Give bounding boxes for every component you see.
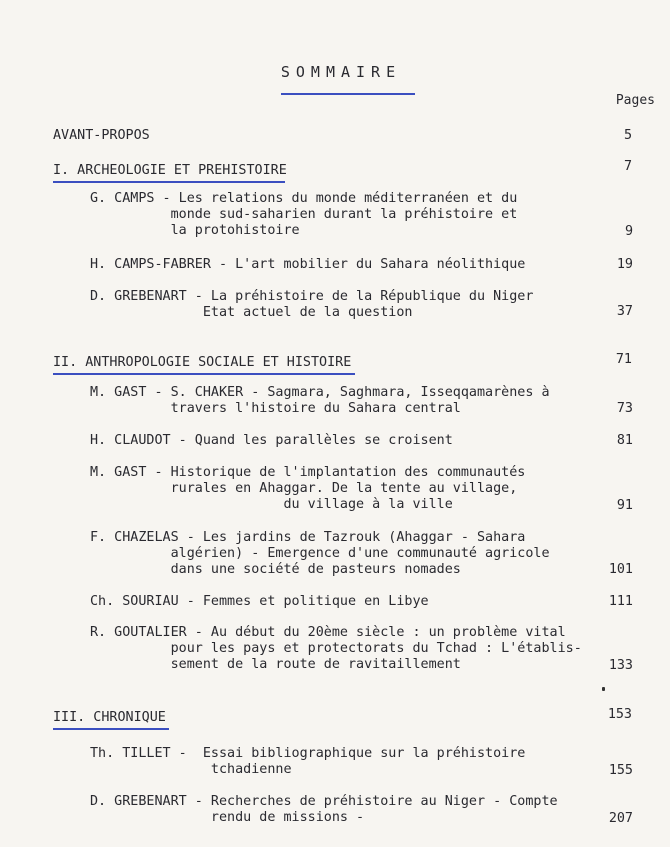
toc-entry-line: G. CAMPS - Les relations du monde méditerranéen et du: [90, 191, 518, 206]
toc-entry-line: D. GREBENART - La préhistoire de la République du Niger: [90, 289, 534, 304]
section-page-number: 5: [623, 128, 632, 143]
section-underline: [53, 181, 285, 183]
section-heading: I. ARCHEOLOGIE ET PREHISTOIRE: [53, 163, 287, 178]
toc-entry-line: monde sud-saharien durant la préhistoire et: [90, 207, 518, 222]
toc-entry-line: pour les pays et protectorats du Tchad : L'établis-: [90, 641, 582, 656]
toc-entry-line: la protohistoire: [90, 223, 300, 238]
toc-entry-line: H. CLAUDOT - Quand les parallèles se croisent: [90, 433, 453, 448]
toc-entry-line: D. GREBENART - Recherches de préhistoire au Niger - Compte: [90, 794, 558, 809]
entry-page-number: 155: [608, 763, 633, 778]
entry-page-number: 73: [616, 401, 633, 416]
toc-entry-line: M. GAST - Historique de l'implantation des communautés: [90, 465, 526, 480]
section-underline: [53, 728, 169, 730]
toc-entry-line: Ch. SOURIAU - Femmes et politique en Libye: [90, 594, 429, 609]
paper-speck: [602, 687, 605, 691]
pages-column-label: Pages: [615, 93, 655, 108]
entry-page-number: 91: [616, 498, 633, 513]
entry-page-number: 207: [608, 811, 633, 826]
section-heading: III. CHRONIQUE: [53, 710, 166, 725]
toc-entry-line: travers l'histoire du Sahara central: [90, 401, 461, 416]
section-heading: II. ANTHROPOLOGIE SOCIALE ET HISTOIRE: [53, 355, 352, 370]
section-heading: AVANT-PROPOS: [53, 128, 150, 143]
toc-entry-line: tchadienne: [90, 762, 292, 777]
page-title: SOMMAIRE: [280, 63, 402, 81]
entry-page-number: 111: [608, 594, 633, 609]
toc-entry-line: algérien) - Emergence d'une communauté agricole: [90, 546, 550, 561]
toc-entry-line: dans une société de pasteurs nomades: [90, 562, 461, 577]
section-underline: [53, 373, 355, 375]
entry-page-number: 81: [616, 433, 633, 448]
section-page-number: 7: [623, 159, 632, 174]
toc-entry-line: F. CHAZELAS - Les jardins de Tazrouk (Ahaggar - Sahara: [90, 530, 526, 545]
toc-entry-line: sement de la route de ravitaillement: [90, 657, 461, 672]
entry-page-number: 19: [616, 257, 633, 272]
toc-entry-line: Etat actuel de la question: [90, 305, 413, 320]
section-page-number: 71: [615, 352, 632, 367]
entry-page-number: 37: [616, 304, 633, 319]
toc-entry-line: du village à la ville: [90, 497, 453, 512]
entry-page-number: 9: [624, 224, 633, 239]
toc-entry-line: rendu de missions -: [90, 810, 365, 825]
toc-entry-line: M. GAST - S. CHAKER - Sagmara, Saghmara, Isseqqamarènes à: [90, 385, 550, 400]
toc-entry-line: H. CAMPS-FABRER - L'art mobilier du Sahara néolithique: [90, 257, 526, 272]
entry-page-number: 101: [608, 562, 633, 577]
toc-entry-line: rurales en Ahaggar. De la tente au village,: [90, 481, 518, 496]
toc-entry-line: R. GOUTALIER - Au début du 20ème siècle : un problème vital: [90, 625, 566, 640]
toc-entry-line: Th. TILLET - Essai bibliographique sur la préhistoire: [90, 746, 526, 761]
title-underline: [281, 93, 415, 95]
section-page-number: 153: [607, 707, 632, 722]
entry-page-number: 133: [608, 658, 633, 673]
